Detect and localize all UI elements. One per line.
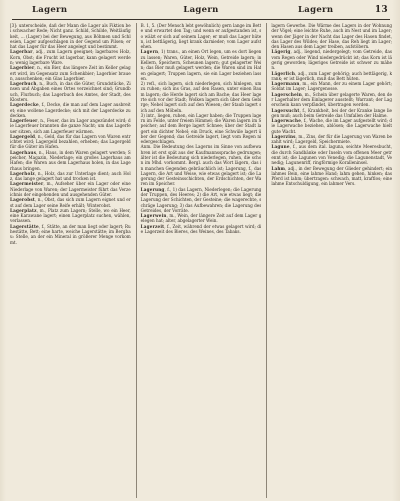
dictionary-entry <box>10 23 131 49</box>
text-column-middle <box>136 23 262 498</box>
entry-headword: Lagersucht <box>271 107 300 113</box>
dictionary-entry: Lagerwache, f., Wache, die im Lager aufgestellt wird; die Lagerwache beziehen, ablösen; die Lagerwache hielt gute Wacht. <box>271 118 392 134</box>
entry-text: 2) refl., sich lagern, sich niederlegen, sich hinlegen, um zu ruhen; sich ins Gras, auf den Rasen, unter einen Baum lagern; die Herde lagert sich am Bache; das Heer lagerte sich vor der Stadt; Wolken lagern sich über dem Gebirge; Nebel lagert sich auf den Wiesen; der Staub lagert sich auf den Möbeln. <box>140 81 262 113</box>
dictionary-entry: Lagerplatz, m., Platz zum Lagern; Stelle, wo ein Heer, eine Karawane lagert; einen Lagerplatz suchen, wählen, verlassen. <box>10 207 131 224</box>
entry-headword: Lagerholz <box>10 170 35 176</box>
dictionary-entry: Lagerbar, adj., zum Lagern geeignet; lagerbares Holz, Korn, Obst; die Frucht ist lagerbar, kann gelagert werden; wenig lagerbare Ware. <box>10 49 131 65</box>
entry-headword: Lagerzins <box>271 133 296 139</box>
entry-text: Anm. Die Bedeutung des Lagerns im Sinne von aufbewahren ist erst spät aus der Kaufmannssprache gedrungen; älter ist die Bedeutung sich niederlegen, ruhen, die schon im Mhd. vorkommt. Bergl. auch das Wort lägern, das in manchen Gegenden gebräuchlich ist; Lagerung, f., das Lagern, die Art und Weise, wie etwas gelagert ist; die Lagerung der Gesteinsschichten, der Erdschichten, der Waren im Speicher. <box>140 144 262 187</box>
header-rule <box>12 19 390 20</box>
entry-headword: Lagerwache <box>271 118 302 124</box>
entry-text: 1) trans., an einen Ort legen, um es dort liegen zu lassen; Waren, Güter, Holz, Wein, Getreide lagern; in Kellern, Speichern, Scheunen lagern; gut gelagerter Wein; das Bier muß gelagert werden; die Waren sind im Hafen gelagert; Truppen lagern, sie ein Lager beziehen lassen. <box>140 49 262 81</box>
text-column-left <box>10 23 131 498</box>
entry-text: f., Wache, die im Lager aufgestellt wird; die Lagerwache beziehen, ablösen; die Lagerwache hielt gute Wacht. <box>271 118 392 134</box>
entry-headword: Lagerschein <box>271 91 302 97</box>
entry-headword: Lagermeister <box>10 181 44 187</box>
entry-text: adj., zum Lager gehörig; auch bettlägerig, krank; er ist lägerlich, muß das Bett hüten. <box>271 70 392 81</box>
dictionary-entry <box>271 23 392 49</box>
entry-headword: Lagerwein <box>140 213 167 219</box>
dictionary-entry: Lagerwein, m., Wein, der längere Zeit auf dem Lager gelegen hat; alter, abgelagerter Wein. <box>140 213 262 224</box>
dictionary-entry: Lägerig, adj., liegend, niedergelegt; vom Getreide, das vom Regen oder Wind niedergedrückt ist; das Korn ist lägerig geworden; lägeriges Getreide ist schwer zu mähen. <box>271 49 392 71</box>
dictionary-entry: Lägerlich, adj., zum Lager gehörig; auch bettlägerig, krank; er ist lägerlich, muß das Bett hüten. <box>271 70 392 81</box>
dictionary-entry: Lagern, 1) trans., an einen Ort legen, um es dort liegen zu lassen; Waren, Güter, Holz, Wein, Getreide lagern; in Kellern, Speichern, Scheunen lagern; gut gelagerter Wein; das Bier muß gelagert werden; die Waren sind im Hafen gelagert; Truppen lagern, sie ein Lager beziehen lassen. <box>140 49 262 81</box>
entry-text: B. 1, 5. (Der Mensch lebt gewöhnlich) gern lange im Bette und erwartet den Tag; und wenn er aufgestanden ist, so wälzt er sich auf seinem Lager; er muß das Lager hüten, ist bettlägerig, liegt krank darnieder; vom Lager aufstehen. <box>140 23 262 50</box>
dictionary-entry: Lagerhaus, n., Haus, in dem Waren gelagert werden; Speicher, Magazin, Niederlage; ein großes Lagerhaus am Hafen; die Waren aus dem Lagerhaus holen, in das Lagerhaus bringen. <box>10 149 131 171</box>
entry-text: f., Decke, die man auf dem Lager ausbreitet; eine wollene Lagerdecke; sich mit der Lagerdecke zudecken. <box>10 102 131 118</box>
dictionary-entry: Lahm, adj., in der Bewegung der Glieder gehindert; ein lahmes Bein, eine lahme Hand; lahm gehen, hinken; das Pferd ist lahm; übertragen: schwach, matt, kraftlos; eine lahme Entschuldigung, ein lahmer Vers. <box>271 165 392 187</box>
entry-text: adj., zum Lagern geeignet; lagerbares Holz, Korn, Obst; die Frucht ist lagerbar, kann gelagert werden; wenig lagerbare Ware. <box>10 49 131 65</box>
dictionary-entry: Lagerfeuer, n., Feuer, das im Lager angezündet wird; die Lagerfeuer brannten die ganze Nacht; um das Lagerfeuer sitzen, sich am Lagerfeuer wärmen. <box>10 118 131 134</box>
text-columns <box>10 23 392 498</box>
dictionary-entry: Lagerobst, n., Obst, das sich zum Lagern eignet und erst auf dem Lager seine Reife erhält; Winterobst. <box>10 197 131 208</box>
entry-headword: Lagerbar <box>10 49 33 55</box>
dictionary-entry: Lagune, f., aus dem ital. laguna, seichte Meeresbucht, die durch Sandbänke oder Inseln vom offenen Meer getrennt ist; die Lagunen von Venedig; die Lagunenstadt, Venedig; Lagunenriff, ringförmige Koralleninsel. <box>271 144 392 166</box>
dictionary-entry: Lagerdecke, f., Decke, die man auf dem Lager ausbreitet; eine wollene Lagerdecke; sich mit der Lagerdecke zudecken. <box>10 102 131 118</box>
dictionary-entry <box>141 23 262 49</box>
entry-text: f., aus dem ital. laguna, seichte Meeresbucht, die durch Sandbänke oder Inseln vom offenen Meer getrennt ist; die Lagunen von Venedig; die Lagunenstadt, Venedig; Lagunenriff, ringförmige Koralleninsel. <box>271 144 392 166</box>
entry-text: m., Zins, der für die Lagerung von Waren bezahlt wird; Lagergeld, Speichermiete. <box>271 133 392 145</box>
entry-text: n., Geld, das für das Lagern von Waren entrichtet wird; Lagergeld bezahlen, erheben; das Lagergeld für die Güter im Hafen. <box>10 133 131 150</box>
entry-headword: Lagerdecke <box>10 102 39 108</box>
entry-text: f., Stätte, an der man liegt oder lagert; Ruhestätte, Bett; eine harte, weiche Lagerstätte; im Bergbau: Stelle, an der ein Mineral in größerer Menge vorkommt. <box>10 223 131 245</box>
entry-text: n., Haus, in dem Waren gelagert werden; Speicher, Magazin, Niederlage; ein großes Lagerhaus am Hafen; die Waren aus dem Lagerhaus holen, in das Lagerhaus bringen. <box>10 149 131 171</box>
entry-text: n., Feuer, das im Lager angezündet wird; die Lagerfeuer brannten die ganze Nacht; um das Lagerfeuer sitzen, sich am Lagerfeuer wärmen. <box>10 118 131 134</box>
entry-headword: Lagerzeit <box>140 223 165 229</box>
entry-text: f., 1) das Lagern, Niederlegen; die Lagerung der Truppen, des Heeres; 2) die Art, wie etwas liegt; die Lagerung der Schichten, der Gesteine; die wagerechte, schräge Lagerung; 3) das Aufbewahren; die Lagerung des Getreides, der Vorräte. <box>140 186 262 213</box>
dictionary-entry: Lagerung, f., 1) das Lagern, Niederlegen; die Lagerung der Truppen, des Heeres; 2) die Art, wie etwas liegt; die Lagerung der Schichten, der Gesteine; die wagerechte, schräge Lagerung; 3) das Aufbewahren; die Lagerung des Getreides, der Vorräte. <box>140 186 262 213</box>
dictionary-entry: Lagerschein, m., Schein über gelagerte Waren, den der Lagerhalter dem Einlagerer ausstellt; Warrant; der Lagerschein kann verpfändet, übertragen werden. <box>271 91 392 108</box>
entry-text: n., Holz, das zur Unterlage dient; auch Holz, das lange gelagert hat und trocken ist. <box>10 170 131 182</box>
entry-text: f., Zeit, während der etwas gelagert wird; die Lagerzeit des Bieres, des Weines, des Tabaks. <box>140 223 262 234</box>
dictionary-entry: Lagermeister, m., Aufseher über ein Lager oder eine Niederlage von Waren; der Lagermeister führt das Verzeichnis der eingehenden und ausgehenden Güter. <box>10 181 131 197</box>
dictionary-entry <box>141 81 262 113</box>
dictionary-entry: Lagermann, m., ein Mann, der zu einem Lager gehört; Soldat im Lager; Lagergenosse. <box>271 81 392 92</box>
dictionary-entry: Lagerbier, n., ein Bier, das längere Zeit im Keller gelagert wird, im Gegensatz zum Schenkbier; Lagerbier brauen, ausschenken; ein Glas Lagerbier. <box>10 65 131 81</box>
entry-headword: Lagergeld <box>10 133 36 139</box>
entry-headword: Lagerplatz <box>10 207 37 213</box>
dictionary-entry: Lagerstätte, f., Stätte, an der man liegt oder lagert; Ruhestätte, Bett; eine harte, weiche Lagerstätte; im Bergbau: Stelle, an der ein Mineral in größerer Menge vorkommt. <box>10 223 131 245</box>
entry-text: f., Krankheit, bei der der Kranke lange liegen muß; auch beim Getreide das Umfallen der Halme. <box>271 107 392 118</box>
entry-text: m., Schein über gelagerte Waren, den der Lagerhalter dem Einlagerer ausstellt; Warrant; der Lagerschein kann verpfändet, übertragen werden. <box>271 91 392 108</box>
entry-headword: Lagern <box>140 49 159 55</box>
entry-headword: Lagermann <box>271 81 300 87</box>
header-right-word: Lagern <box>298 5 334 15</box>
entry-text: m., Wein, der längere Zeit auf dem Lager gelegen hat; alter, abgelagerter Wein. <box>140 213 262 224</box>
dictionary-entry: Lagerzeit, f., Zeit, während der etwas gelagert wird; die Lagerzeit des Bieres, des Weines, des Tabaks. <box>140 223 262 234</box>
dictionary-entry: Lagergeld, n., Geld, das für das Lagern von Waren entrichtet wird; Lagergeld bezahlen, erheben; das Lagergeld für die Güter im Hafen. <box>10 133 131 150</box>
dictionary-entry: Lagerholz, n., Holz, das zur Unterlage dient; auch Holz, das lange gelagert hat und trocken ist. <box>10 170 131 182</box>
entry-text: lagern Gewerbe. Die Wärme des Lagers in der Wohnung der Vögel; eine leichte Ruhe, auch im Nest und im Lager; wenn der Jäger in der Nacht das Lager des Hasen findet, das Lager des Wildes; der Hase, das Reh liegt im Lager; den Hasen aus dem Lager treiben, aufstöbern. <box>271 23 392 50</box>
entry-headword: Lagerfeuer <box>10 118 38 124</box>
dictionary-entry: Lagerzins, m., Zins, der für die Lagerung von Waren bezahlt wird; Lagergeld, Speichermiete. <box>271 133 392 145</box>
entry-text: m., Platz zum Lagern; Stelle, wo ein Heer, eine Karawane lagert; einen Lagerplatz suchen, wählen, verlassen. <box>10 207 131 224</box>
entry-headword: Lagerstätte <box>10 223 39 229</box>
entry-text: m., Aufseher über ein Lager oder eine Niederlage von Waren; der Lagermeister führt das Verzeichnis der eingehenden und ausgehenden Güter. <box>10 181 131 197</box>
dictionary-entry <box>141 144 262 186</box>
entry-text: n., Buch, in das die Güter, Grundstücke, Zinsen und Abgaben eines Ortes verzeichnet sind; Grundbuch, Flurbuch; das Lagerbuch des Amtes, der Stadt, des Klosters. <box>10 81 131 102</box>
entry-headword: Lagerung <box>140 186 165 192</box>
entry-headword: Lägerig <box>271 49 291 55</box>
page-number: 13 <box>374 5 388 15</box>
dictionary-entry: Lagerbuch, n., Buch, in das die Güter, Grundstücke, Zinsen und Abgaben eines Ortes verzeichnet sind; Grundbuch, Flurbuch; das Lagerbuch des Amtes, der Stadt, des Klosters. <box>10 81 131 102</box>
entry-text: adj., in der Bewegung der Glieder gehindert; ein lahmes Bein, eine lahme Hand; lahm gehen, hinken; das Pferd ist lahm; übertragen: schwach, matt, kraftlos; eine lahme Entschuldigung, ein lahmer Vers. <box>271 165 392 187</box>
entry-headword: Lagune <box>271 144 290 150</box>
entry-text: 3) intr., liegen, ruhen, ein Lager haben; die Truppen lagern im Felde, unter freiem Himmel; die Waren lagern im Speicher; auf dem Berge lagert Schnee; über der Stadt lagert ein dichter Nebel; ein Druck, eine Schwüle lagert über der Gegend; das Getreide lagert, liegt vom Regen niedergeschlagen. <box>140 112 262 145</box>
entry-text: [3]: unterscheide, daß der Mann die Lager als Fiktion bei schwacher Rede; Nicht ganz. Schild, Schilde, Weitläufigkeit, ... (Lager) bei der Bewegung, aus Böhmen und Schlesien, Lager aufgeschlagen in der Gegend um Pilsen; er hat das Lager für das Heer angelegt und bestimmt. <box>10 23 131 50</box>
entry-text: n., ein Bier, das längere Zeit im Keller gelagert wird, im Gegensatz zum Schenkbier; Lagerbier brauen, ausschenken; ein Glas Lagerbier. <box>10 65 131 81</box>
entry-headword: Lagerobst <box>10 197 36 203</box>
entry-text: adj., liegend, niedergelegt; vom Getreide, das vom Regen oder Wind niedergedrückt ist; das Korn ist lägerig geworden; lägeriges Getreide ist schwer zu mähen. <box>271 49 392 71</box>
dictionary-entry: Lagersucht, f., Krankheit, bei der der Kranke lange liegen muß; auch beim Getreide das Umfallen der Halme. <box>271 107 392 118</box>
entry-text: m., ein Mann, der zu einem Lager gehört; Soldat im Lager; Lagergenosse. <box>271 81 392 92</box>
entry-headword: Lagerbier <box>10 65 35 71</box>
dictionary-entry <box>141 113 262 145</box>
header-center-word: Lagern <box>183 5 219 15</box>
text-column-right <box>266 23 392 498</box>
entry-text: n., Obst, das sich zum Lagern eignet und erst auf dem Lager seine Reife erhält; Winterobst. <box>10 197 131 208</box>
entry-headword: Lagerbuch <box>10 81 37 87</box>
entry-headword: Lägerlich <box>271 70 296 76</box>
entry-headword: Lagerhaus <box>10 149 37 155</box>
page-header <box>10 5 392 17</box>
header-left-word: Lagern <box>32 5 68 15</box>
entry-headword: Lahm <box>271 165 286 171</box>
